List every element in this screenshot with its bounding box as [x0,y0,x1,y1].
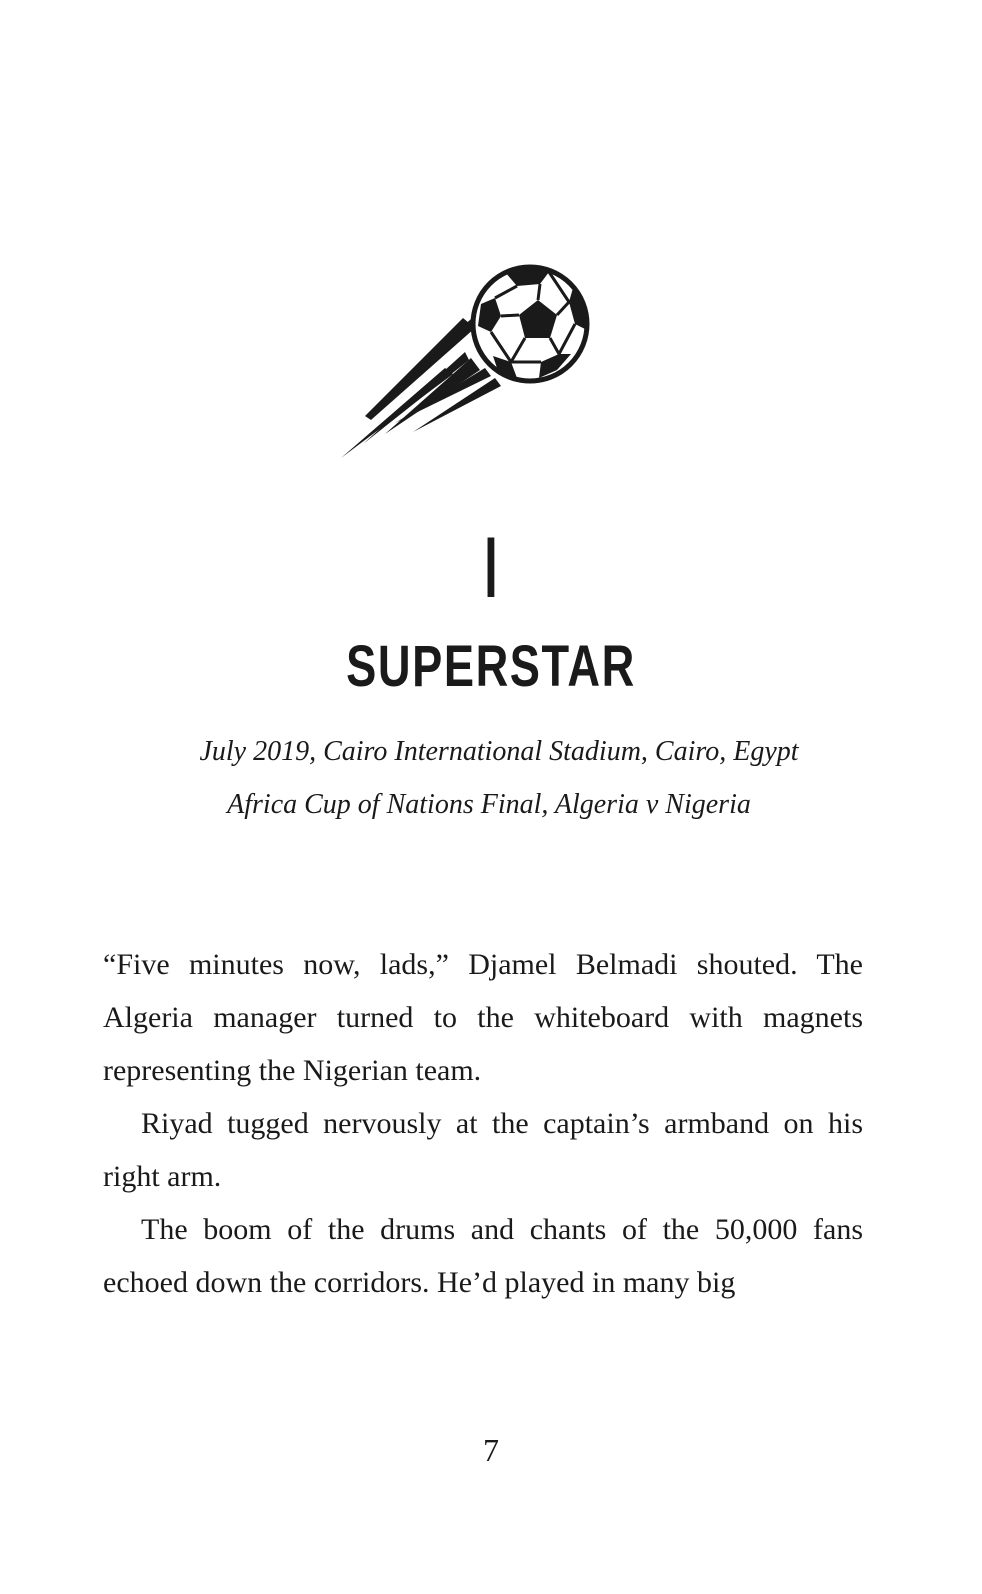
chapter-setting-line: July 2019, Cairo International Stadium, Cairo, Egypt [199,736,799,767]
paragraph: The boom of the drums and chants of the 50,000 fans echoed down the corridors. He’d played in many big [103,1213,863,1299]
chapter-title: SUPERSTAR [346,634,636,699]
chapter-event-line: Africa Cup of Nations Final, Algeria v Nigeria [227,789,751,820]
body-text [103,938,863,1309]
page-number: 7 [483,1432,499,1468]
flying-football-icon [335,258,605,468]
paragraph: “Five minutes now, lads,” Djamel Belmadi shouted. The Algeria manager turned to the whiteboard with magnets representing the Nigerian team. [103,948,863,1087]
chapter-number: I [484,520,498,616]
paragraph: Riyad tugged nervously at the captain’s armband on his right arm. [103,1107,863,1193]
